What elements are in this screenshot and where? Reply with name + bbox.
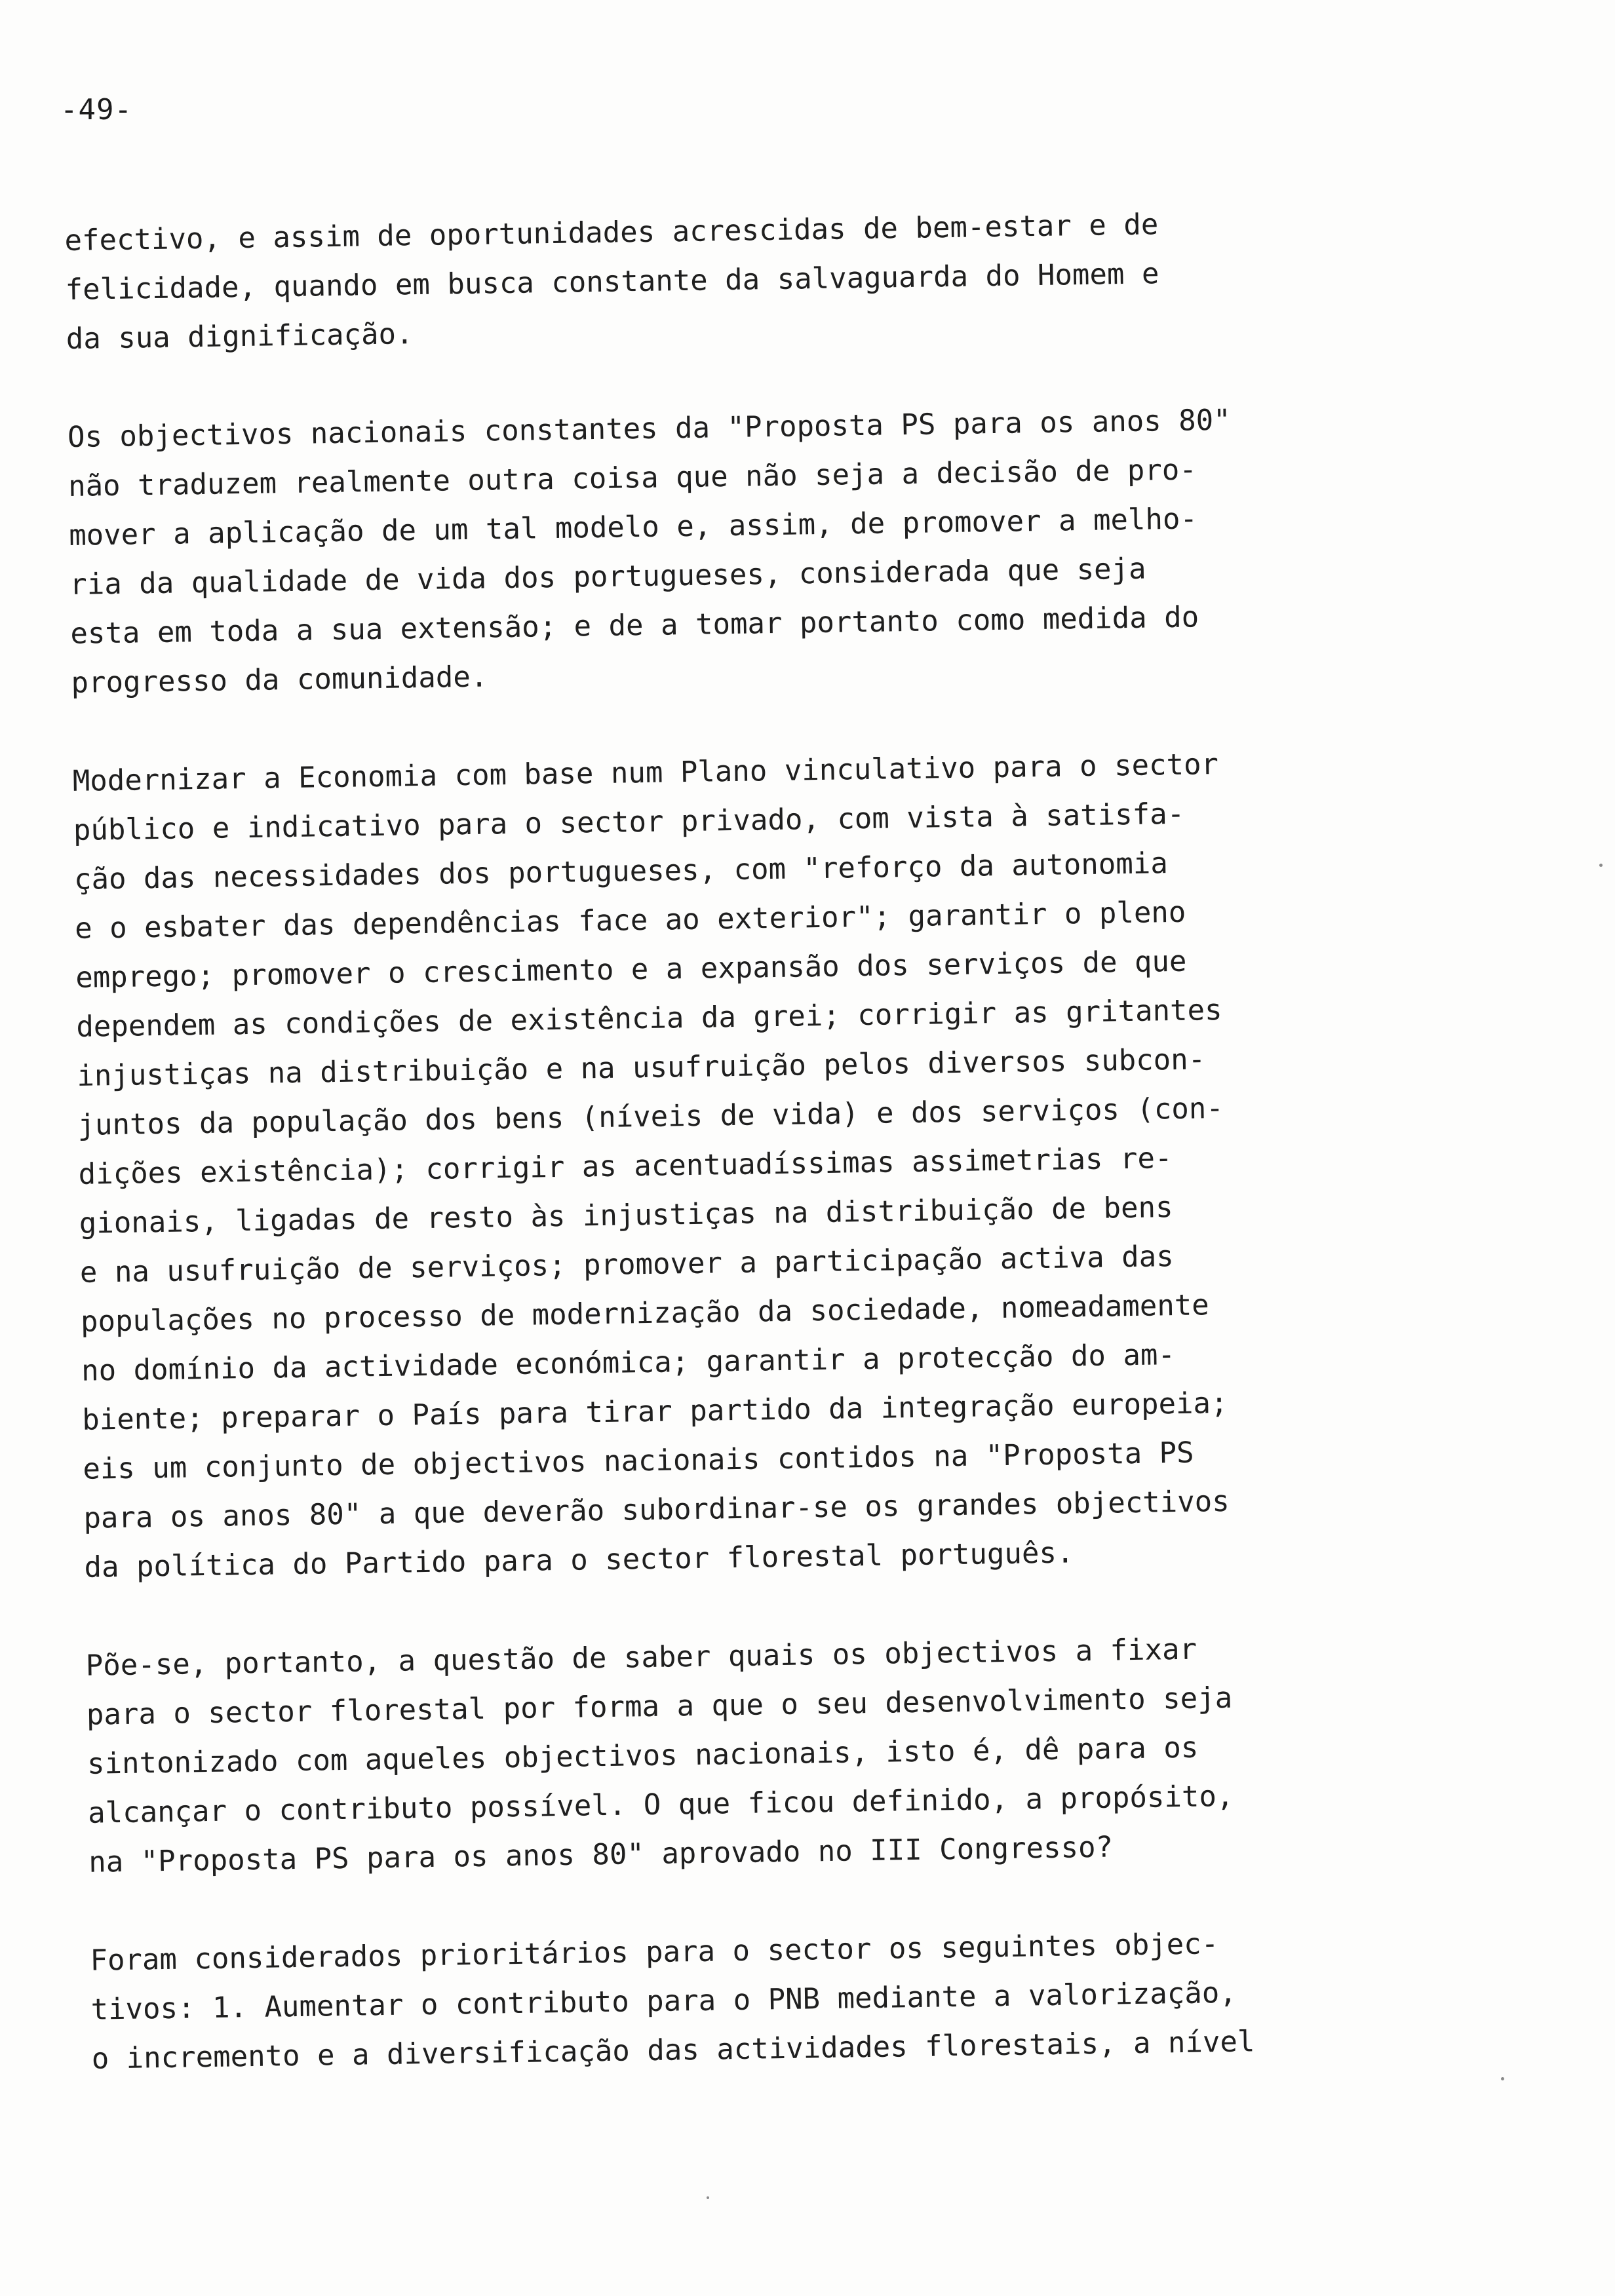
text-line: sintonizado com aqueles objectivos nacionais, isto é, dê para os bbox=[87, 1731, 1199, 1781]
text-line: da sua dignificação. bbox=[66, 317, 414, 356]
text-line: para o sector florestal por forma a que o seu desenvolvimento seja bbox=[86, 1681, 1233, 1732]
text-line: ria da qualidade de vida dos portugueses, considerada que seja bbox=[69, 552, 1146, 602]
body-text bbox=[64, 196, 1456, 2133]
scan-speck bbox=[1501, 2077, 1504, 2080]
text-line: emprego; promover o crescimento e a expansão dos serviços de que bbox=[75, 944, 1187, 995]
text-line: mover a aplicação de um tal modelo e, assim, de promover a melho- bbox=[68, 502, 1198, 552]
text-line: progresso da comunidade. bbox=[71, 660, 488, 700]
text-line: efectivo, e assim de oportunidades acrescidas de bem-estar e de bbox=[64, 208, 1159, 258]
paragraph bbox=[85, 1621, 1452, 1887]
paragraph bbox=[64, 196, 1430, 364]
text-line: tivos: 1. Aumentar o contributo para o PNB mediante a valorização, bbox=[90, 1976, 1237, 2027]
text-line: felicidade, quando em busca constante da salvaguarda do Homem e bbox=[65, 257, 1159, 307]
paragraph bbox=[90, 1916, 1455, 2084]
text-line: Põe-se, portanto, a questão de saber quais os objectivos a fixar bbox=[85, 1632, 1197, 1683]
text-line: e o esbater das dependências face ao exterior"; garantir o pleno bbox=[74, 895, 1186, 946]
text-line: juntos da população dos bens (níveis de vida) e dos serviços (con- bbox=[77, 1091, 1224, 1142]
text-line: biente; preparar o País para tirar partido da integração europeia; bbox=[81, 1386, 1228, 1437]
text-line: Modernizar a Economia com base num Plano vinculativo para o sector bbox=[72, 747, 1219, 798]
text-line: público e indicativo para o sector privado, com vista à satisfa- bbox=[73, 797, 1185, 847]
text-line: no domínio da actividade económica; garantir a protecção do am- bbox=[81, 1338, 1176, 1388]
page-number: -49- bbox=[60, 93, 132, 126]
text-line: gionais, ligadas de resto às injustiças na distribuição de bens bbox=[79, 1191, 1173, 1240]
text-line: o incremento e a diversificação das actividades florestais, a nível bbox=[91, 2025, 1255, 2076]
scan-speck bbox=[707, 2196, 709, 2199]
text-line: eis um conjunto de objectivos nacionais contidos na "Proposta PS bbox=[82, 1436, 1194, 1486]
text-line: Foram considerados prioritários para o sector os seguintes objec- bbox=[90, 1927, 1219, 1978]
text-line: da política do Partido para o sector florestal português. bbox=[84, 1536, 1074, 1584]
text-line: populações no processo de modernização da sociedade, nomeadamente bbox=[80, 1288, 1210, 1339]
text-line: ção das necessidades dos portugueses, com "reforço da autonomia bbox=[73, 847, 1169, 896]
scan-speck bbox=[1599, 864, 1603, 867]
text-line: na "Proposta PS para os anos 80" aprovado no III Congresso? bbox=[88, 1830, 1114, 1879]
text-line: esta em toda a sua extensão; e de a tomar portanto como medida do bbox=[70, 600, 1199, 651]
paragraph bbox=[67, 392, 1434, 708]
text-line: para os anos 80" a que deverão subordinar-se os grandes objectivos bbox=[83, 1484, 1230, 1535]
text-line: dições existência); corrigir as acentuadíssimas assimetrias re- bbox=[78, 1141, 1173, 1191]
paragraph bbox=[72, 737, 1448, 1592]
text-line: Os objectivos nacionais constantes da "Proposta PS para os anos 80" bbox=[67, 403, 1232, 454]
text-line: e na usufruição de serviços; promover a participação activa das bbox=[79, 1240, 1175, 1290]
text-line: dependem as condições de existência da grei; corrigir as gritantes bbox=[75, 993, 1222, 1044]
text-line: alcançar o contributo possível. O que ficou definido, a propósito, bbox=[87, 1779, 1234, 1830]
text-line: injustiças na distribuição e na usufruição pelos diversos subcon- bbox=[77, 1043, 1206, 1093]
text-line: não traduzem realmente outra coisa que não seja a decisão de pro- bbox=[68, 453, 1197, 503]
